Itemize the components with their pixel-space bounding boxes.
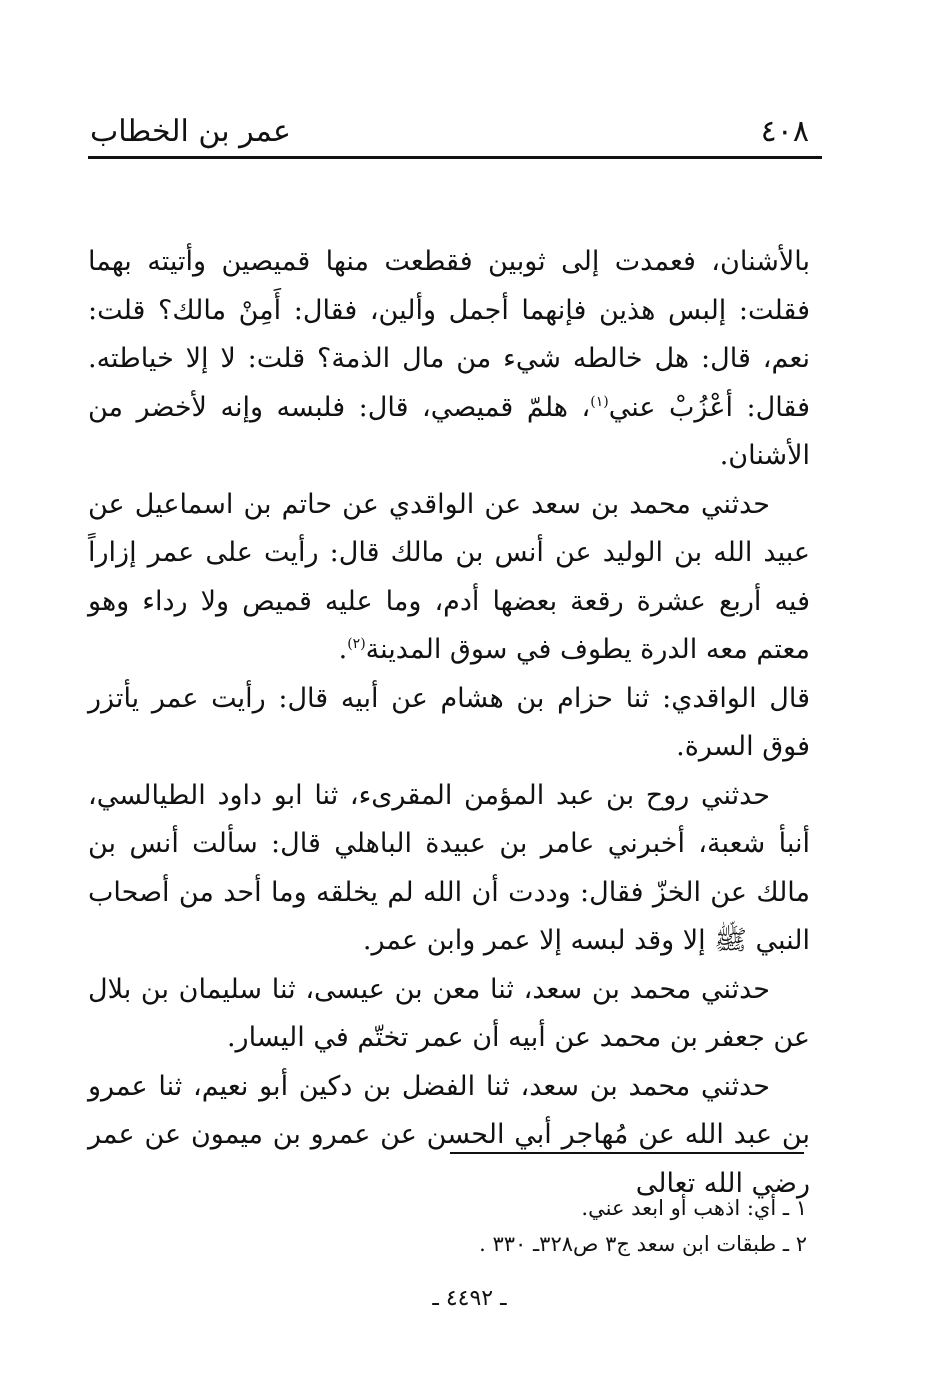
body-text: [88, 238, 810, 1208]
paragraph-6: حدثني محمد بن سعد، ثنا الفضل بن دكين أبو نعيم، ثنا عمرو بن عبد الله عن مُهاجر أبي الحسن عن عمرو بن ميمون عن عمر رضي الله تعالى: [88, 1070, 810, 1199]
paragraph-2: [88, 481, 810, 675]
footnote-rule: [450, 1152, 804, 1154]
page-number: ٤٠٨: [760, 114, 809, 149]
header-rule: [88, 156, 822, 159]
paragraph-1-text: بالأشنان، فعمدت إلى ثوبين فقطعت منها قميصين وأتيته بهما فقلت: إلبس هذين فإنهما أجمل وألين، فقال: أَمِنْ مالك؟ قلت: نعم، قال: هل خالطه شيء من مال الذمة؟ قلت: لا إلا خياطته. فقال: أعْزُبْ عني: [88, 246, 811, 423]
folio-number: ـ ٤٤٩٢ ـ: [432, 1286, 507, 1311]
running-title: عمر بن الخطاب: [90, 114, 291, 149]
footnote-ref-1: (١): [590, 393, 609, 410]
footnote-1: ١ ـ أي: اذهب أو ابعد عني.: [581, 1196, 807, 1220]
footnote-ref-2: (٢): [347, 636, 366, 652]
paragraph-1-text-end: ، هلمّ قميصي، قال: فلبسه وإنه لأخضر من الأشنان.: [88, 391, 810, 471]
footnote-2: ٢ ـ طبقات ابن سعد ج٣ ص٣٢٨ـ ٣٣٠ .: [479, 1232, 807, 1256]
paragraph-2-text-end: .: [338, 634, 348, 665]
paragraph-3: قال الواقدي: ثنا حزام بن هشام عن أبيه قال: رأيت عمر يأتزر فوق السرة.: [88, 682, 810, 762]
paragraph-1: [88, 238, 810, 481]
paragraph-2-text: حدثني محمد بن سعد عن الواقدي عن حاتم بن اسماعيل عن عبيد الله بن الوليد عن أنس بن مالك قال: رأيت على عمر إزاراً فيه أربع عشرة رقعة بعضها أدم، وما عليه قميص ولا رداء وهو معتم معه الدرة يطوف في سوق المدينة: [88, 488, 810, 665]
paragraph-5: حدثني محمد بن سعد، ثنا معن بن عيسى، ثنا سليمان بن بلال عن جعفر بن محمد عن أبيه أن عمر تختّم في اليسار.: [88, 973, 810, 1053]
paragraph-4: حدثني روح بن عبد المؤمن المقرىء، ثنا ابو داود الطيالسي، أنبأ شعبة، أخبرني عامر بن عبيدة الباهلي قال: سألت أنس بن مالك عن الخزّ فقال: وددت أن الله لم يخلقه وما أحد من أصحاب النبي ﷺ إلا وقد لبسه إلا عمر وابن عمر.: [88, 779, 810, 956]
footnotes: [207, 1190, 807, 1262]
